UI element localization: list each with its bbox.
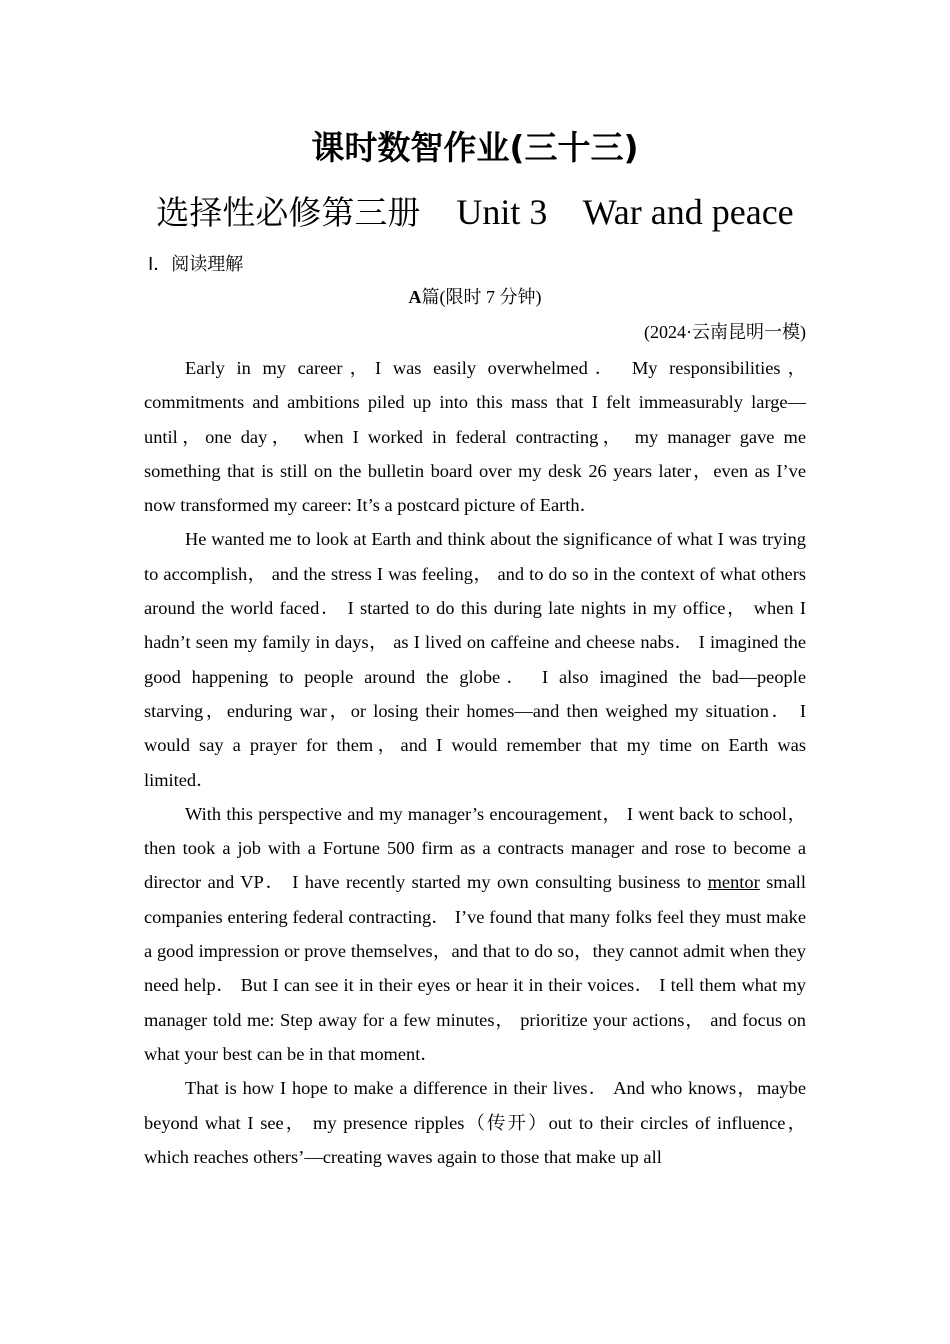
subtitle-volume: 选择性必修第三册 xyxy=(156,193,421,232)
passage-letter: A xyxy=(408,287,422,307)
page-title: 课时数智作业(三十三) xyxy=(311,128,639,167)
subtitle-topic: War and peace xyxy=(582,192,794,232)
passage-body xyxy=(144,351,806,1174)
passage-heading xyxy=(0,285,950,309)
paragraph-1: Early in my career，I was easily overwhelmed． My responsibilities， commitments and ambitions piled up into this mass that I felt immeasurably large—until，one day， when I worked in federal contracting， my manager gave me something that is still on the bulletin board over my desk 26 years later，even as I’ve now transformed my career: It’s a postcard picture of Earth． xyxy=(144,358,806,516)
page-subtitle xyxy=(0,188,950,237)
passage-time-limit: 篇(限时 7 分钟) xyxy=(421,287,542,307)
section-label: Ⅰ．阅读理解 xyxy=(148,254,244,275)
paragraph-3 xyxy=(144,797,806,1071)
passage-source: (2024·云南昆明一模) xyxy=(644,322,806,342)
subtitle-unit: Unit 3 xyxy=(456,192,548,232)
underlined-word: mentor xyxy=(707,872,760,893)
paragraph-3-text-after: small companies entering federal contracting． I’ve found that many folks feel they must make a good impression or prove themselves，and that to do so，they cannot admit when they need help． But I can see it in their eyes or hear it in their voices． I tell them what my manager told me: Step away for a few minutes， prioritize your actions， and focus on what your best can be in that moment． xyxy=(144,872,806,1064)
paragraph-4: That is how I hope to make a difference in their lives． And who knows，maybe beyond what I see， my presence ripples（传开）out to their circles of influence， which reaches others’—creating waves again to those that make up all xyxy=(144,1078,806,1167)
paragraph-3-text-before: With this perspective and my manager’s encouragement， I went back to school，then took a job with a Fortune 500 firm as a contracts manager and rose to become a director and VP． I have recently started my own consulting business to xyxy=(144,803,806,893)
paragraph-2: He wanted me to look at Earth and think about the significance of what I was trying to accomplish， and the stress I was feeling， and to do so in the context of what others around the world faced． I started to do this during late nights in my office， when I hadn’t seen my family in days， as I lived on caffeine and cheese nabs． I imagined the good happening to people around the globe． I also imagined the bad—people starving，enduring war，or losing their homes—and then weighed my situation． I would say a prayer for them，and I would remember that my time on Earth was limited． xyxy=(144,529,806,790)
